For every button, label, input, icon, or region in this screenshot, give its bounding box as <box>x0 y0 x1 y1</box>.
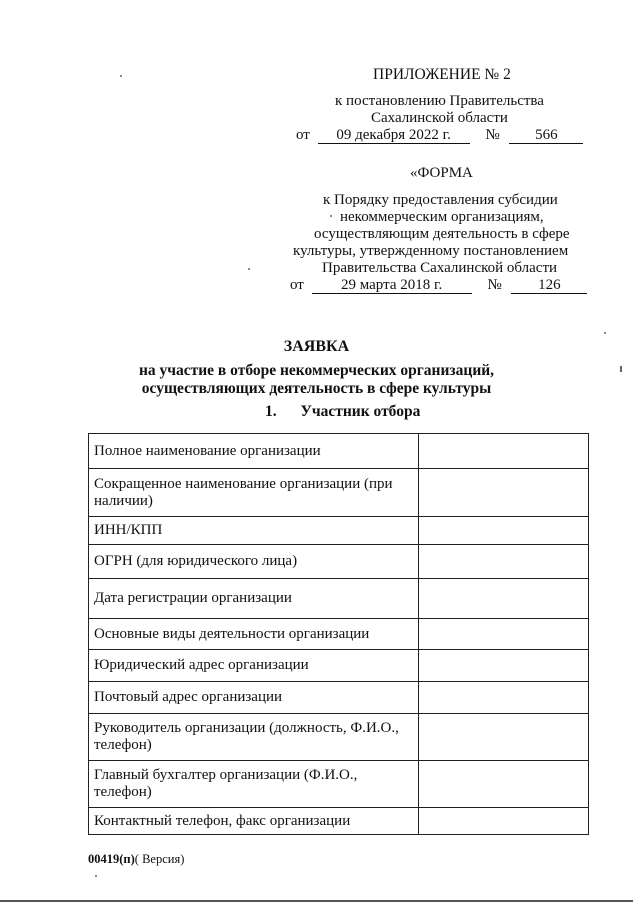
application-subtitle-2: осуществляющих деятельность в сфере культуры <box>141 380 492 397</box>
document-code-number: 00419(п) <box>88 852 135 866</box>
application-title: ЗАЯВКА <box>283 338 350 355</box>
order-from-label: от <box>290 277 304 293</box>
row-label: Контактный телефон, факс организации <box>89 808 419 835</box>
row-label: Сокращенное наименование организации (при наличии) <box>89 469 419 517</box>
resolution-date-line <box>296 127 583 144</box>
form-title: «ФОРМА <box>410 165 473 181</box>
table-row <box>89 650 589 682</box>
row-value-cell[interactable] <box>418 619 588 650</box>
scan-speck <box>248 268 250 270</box>
row-label: ОГРН (для юридического лица) <box>89 545 419 579</box>
scan-speck <box>604 332 606 334</box>
appendix-title: ПРИЛОЖЕНИЕ № 2 <box>373 66 511 83</box>
row-value-cell[interactable] <box>418 761 588 808</box>
row-value-cell[interactable] <box>418 469 588 517</box>
table-row <box>89 682 589 714</box>
row-value-cell[interactable] <box>418 808 588 835</box>
document-code <box>88 852 184 867</box>
table-row <box>89 761 589 808</box>
row-label: Дата регистрации организации <box>89 579 419 619</box>
table-row <box>89 469 589 517</box>
table-row <box>89 619 589 650</box>
section-heading <box>265 403 420 421</box>
table-row <box>89 517 589 545</box>
scan-speck <box>95 875 97 877</box>
row-value-cell[interactable] <box>418 579 588 619</box>
row-label: Почтовый адрес организации <box>89 682 419 714</box>
table-row <box>89 714 589 761</box>
section-title: Участник отбора <box>300 403 421 420</box>
row-value-cell[interactable] <box>418 650 588 682</box>
row-label: Юридический адрес организации <box>89 650 419 682</box>
row-label: Полное наименование организации <box>89 434 419 469</box>
row-value-cell[interactable] <box>418 434 588 469</box>
scan-edge-line <box>0 900 633 902</box>
form-line-4: культуры, утвержденному постановлением <box>293 243 569 259</box>
order-date-line <box>290 277 587 294</box>
row-value-cell[interactable] <box>418 682 588 714</box>
application-subtitle-1: на участие в отборе некоммерческих организаций, <box>138 362 495 379</box>
order-number: 126 <box>511 278 587 294</box>
table-row <box>89 579 589 619</box>
form-line-5: Правительства Сахалинской области <box>322 260 558 276</box>
row-label: Основные виды деятельности организации <box>89 619 419 650</box>
scan-speck <box>120 75 122 77</box>
resolution-line-1: к постановлению Правительства <box>335 93 544 109</box>
form-line-1: к Порядку предоставления субсидии <box>323 192 558 208</box>
row-label: ИНН/КПП <box>89 517 419 545</box>
order-date: 29 марта 2018 г. <box>312 278 472 294</box>
order-number-label: № <box>487 277 502 293</box>
scan-speck <box>620 366 622 372</box>
row-label: Главный бухгалтер организации (Ф.И.О., телефон) <box>89 761 419 808</box>
participant-table <box>88 433 589 835</box>
resolution-line-2: Сахалинской области <box>371 110 508 126</box>
row-value-cell[interactable] <box>418 545 588 579</box>
row-value-cell[interactable] <box>418 714 588 761</box>
resolution-number: 566 <box>509 128 583 144</box>
row-value-cell[interactable] <box>418 517 588 545</box>
number-label: № <box>485 127 500 143</box>
form-line-2: некоммерческим организациям, <box>340 209 544 225</box>
from-label: от <box>296 127 310 143</box>
table-row <box>89 434 589 469</box>
table-row <box>89 545 589 579</box>
table-row <box>89 808 589 835</box>
scan-speck <box>330 215 332 217</box>
document-version: ( Версия) <box>134 852 185 866</box>
resolution-date: 09 декабря 2022 г. <box>318 128 470 144</box>
form-line-3: осуществляющим деятельность в сфере <box>314 226 570 242</box>
section-number: 1. <box>265 403 277 420</box>
row-label: Руководитель организации (должность, Ф.И.О., телефон) <box>89 714 419 761</box>
